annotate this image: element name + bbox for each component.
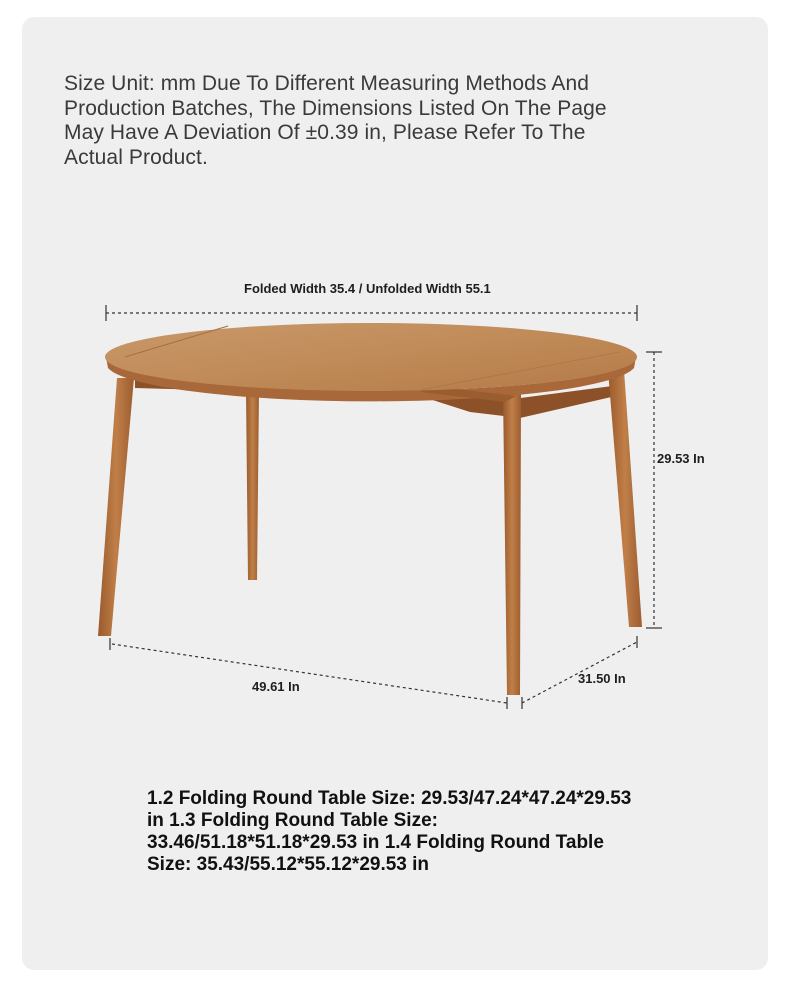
table-size-options-text: 1.2 Folding Round Table Size: 29.53/47.24*47.24*29.53 in 1.3 Folding Round Table Size: 33.46/51.18*51.18*29.53 in 1.4 Folding Round Table Size: 35.43/55.12*55.12*29.53 in [147, 788, 632, 875]
height-dimension-label: 29.53 In [657, 451, 705, 466]
length-dimension-label: 49.61 In [252, 679, 300, 694]
table-front-middle-leg [503, 392, 521, 695]
table-back-leg [246, 390, 259, 580]
table-right-leg [608, 370, 642, 627]
depth-dimension-label: 31.50 In [578, 671, 626, 686]
length-dimension-line [110, 638, 507, 709]
width-dimension-label: Folded Width 35.4 / Unfolded Width 55.1 [244, 281, 491, 296]
size-disclaimer-text: Size Unit: mm Due To Different Measuring Methods And Production Batches, The Dimensions Listed On The Page May Have A Deviation Of ±0.39 in, Please Refer To The Actual Product. [64, 72, 607, 169]
table-top-surface [105, 323, 637, 391]
table-front-left-leg [98, 378, 134, 636]
width-dimension-line [106, 305, 637, 321]
height-dimension-line [646, 352, 662, 628]
